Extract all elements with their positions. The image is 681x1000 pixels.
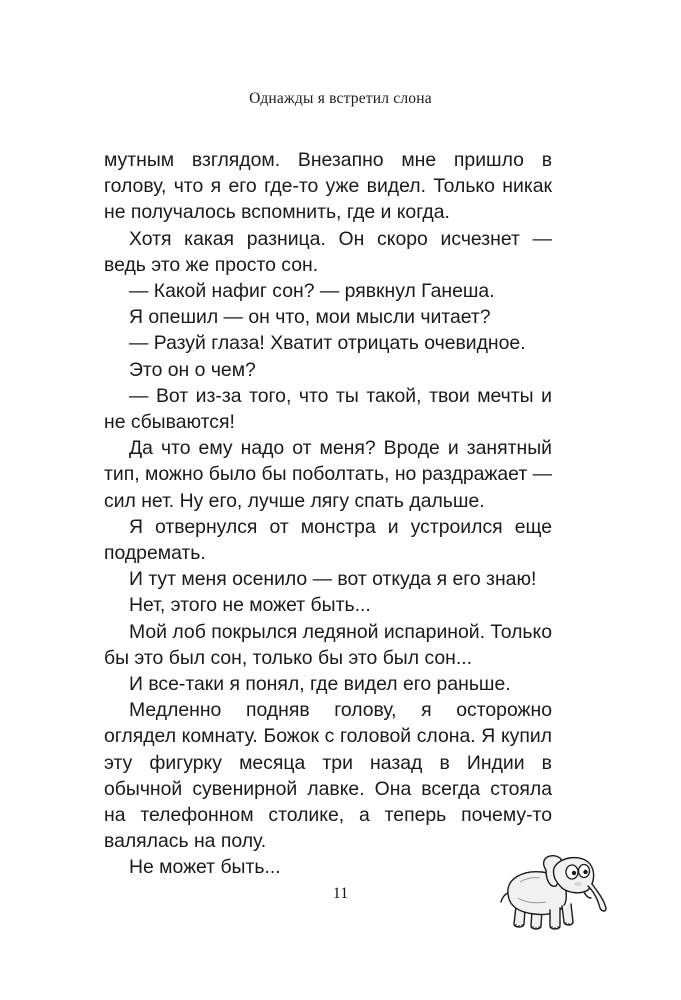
body-text — [104, 147, 552, 881]
running-head: Однажды я встретил слона — [249, 90, 432, 107]
paragraph: Да что ему надо от меня? Вроде и занятный тип, можно было бы поболтать, но раздражает — сил нет. Ну его, лучше лягу спать дальше. — [104, 437, 552, 512]
paragraph: Нет, этого не может быть... — [129, 594, 371, 617]
page-number: 11 — [332, 885, 349, 902]
paragraph: Мой лоб покрылся ледяной испариной. Только бы это был сон, только бы это был сон... — [104, 620, 552, 669]
elephant-icon — [494, 852, 614, 934]
paragraph: — Какой нафиг сон? — рявкнул Ганеша. — [129, 280, 495, 303]
paragraph: — Разуй глаза! Хватит отрицать очевидное. — [129, 332, 526, 355]
paragraph: И тут меня осенило — вот откуда я его знаю! — [129, 568, 537, 591]
paragraph: Это он о чем? — [129, 358, 256, 381]
paragraph: — Вот из-за того, что ты такой, твои мечты и не сбываются! — [104, 384, 552, 434]
paragraph: Я опешил — он что, мои мысли читает? — [129, 306, 491, 329]
paragraph: Не может быть... — [129, 856, 281, 879]
paragraph: Я отвернулся от монстра и устроился еще подремать. — [104, 515, 552, 565]
paragraph: Медленно подняв голову, я осторожно оглядел комнату. Божок с головой слона. Я купил эту фигурку месяца три назад в Индии в обычной сувенирной лавке. Она всегда стояла на телефонном столике, а теперь почему-то валялась на полу. — [104, 699, 552, 853]
paragraph: И все-таки я понял, где видел его раньше. — [129, 673, 511, 696]
paragraph: Хотя какая разница. Он скоро исчезнет — ведь это же просто сон. — [104, 227, 552, 276]
paragraph: мутным взглядом. Внезапно мне пришло в голову, что я его где-то уже видел. Только никак не получалось вспомнить, где и когда. — [104, 149, 552, 224]
